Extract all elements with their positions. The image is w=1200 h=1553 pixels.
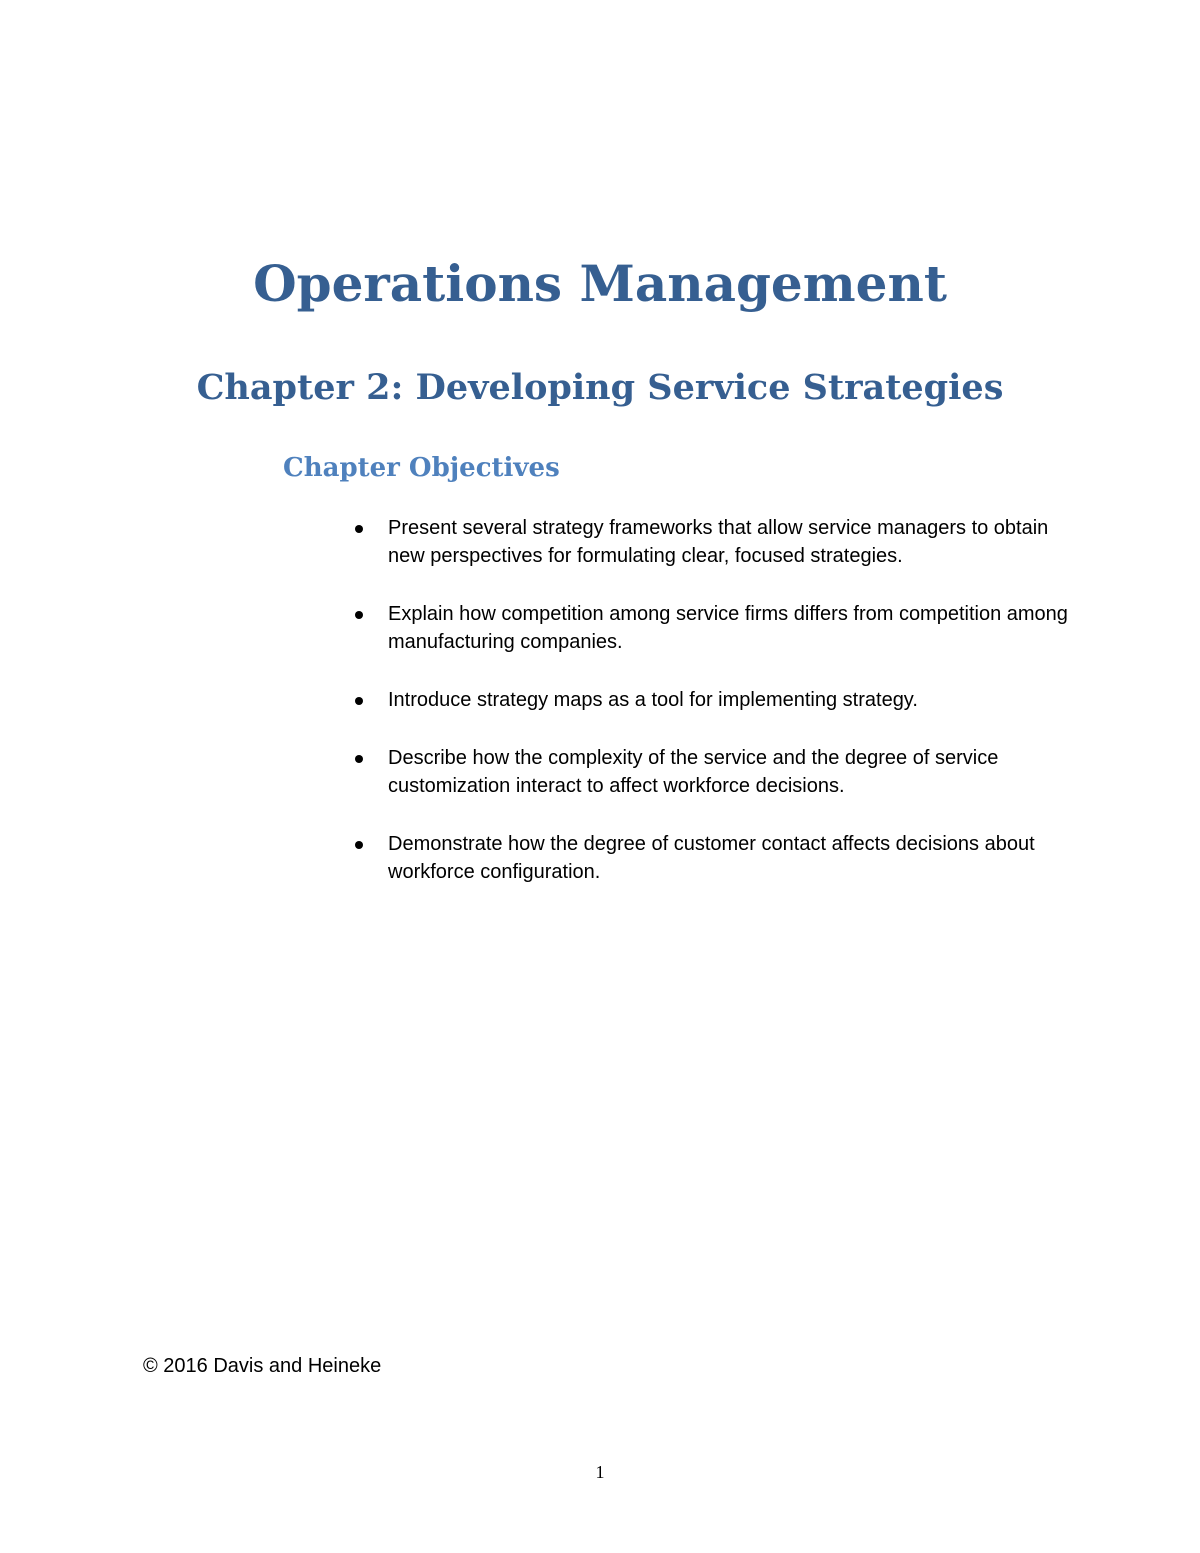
bullet-icon [355, 841, 363, 849]
page-number: 1 [595, 1462, 605, 1482]
objectives-list [355, 514, 1075, 916]
objective-text: Explain how competition among service firms differs from competition among manufacturing companies. [388, 603, 1068, 653]
copyright-notice: © 2016 Davis and Heineke [143, 1355, 382, 1377]
bullet-icon [355, 755, 363, 763]
objective-text: Demonstrate how the degree of customer contact affects decisions about workforce configuration. [388, 833, 1035, 883]
objective-item [355, 514, 1075, 570]
objective-text: Introduce strategy maps as a tool for implementing strategy. [388, 689, 918, 711]
objective-item [355, 744, 1075, 800]
objectives-heading: Chapter Objectives [283, 453, 560, 483]
objective-text: Describe how the complexity of the service and the degree of service customization interact to affect workforce decisions. [388, 747, 999, 797]
bullet-icon [355, 697, 363, 705]
bullet-icon [355, 611, 363, 619]
bullet-icon [355, 525, 363, 533]
chapter-title: Chapter 2: Developing Service Strategies [196, 367, 1004, 408]
objective-item [355, 686, 1075, 714]
document-title: Operations Management [253, 254, 947, 313]
objective-item [355, 600, 1075, 656]
objective-item [355, 830, 1075, 886]
objective-text: Present several strategy frameworks that allow service managers to obtain new perspectives for formulating clear, focused strategies. [388, 517, 1049, 567]
